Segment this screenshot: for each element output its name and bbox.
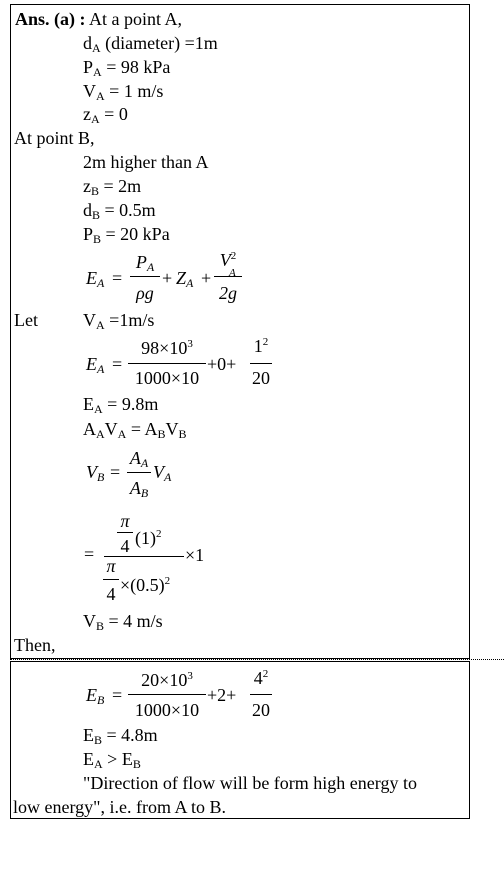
given-pa: $P_A = 98$ kPa [83, 57, 171, 79]
let-label: Let [14, 310, 38, 330]
point-b-heading: At point B, [14, 128, 95, 148]
vb-result: $V_B = 4$ m/s [83, 611, 163, 633]
given-zb: $z_B = 2m$ [83, 176, 142, 198]
then-label: Then, [14, 635, 56, 655]
solution-box-lower [10, 661, 470, 819]
given-va: $V_A = 1$ m/s [83, 81, 164, 103]
ea-result: $E_A = 9.8m$ [83, 394, 159, 416]
given-da: $d_A$ (diameter) =1m [83, 33, 218, 55]
conclusion-line-2: low energy", i.e. from A to B. [13, 797, 226, 817]
given-pb: $P_B = 20$ kPa [83, 224, 170, 246]
given-za: $z_A = 0$ [83, 104, 128, 126]
height-note: 2m higher than A [83, 152, 209, 172]
solution-box-upper [10, 4, 470, 659]
let-va: $V_A =1m/s$ [83, 310, 155, 332]
given-db: $d_B = 0.5m$ [83, 200, 156, 222]
eb-result: $E_B = 4.8m$ [83, 725, 158, 747]
continuity-equation: $A_AV_A = A_BV_B$ [83, 419, 187, 441]
conclusion-line-1: "Direction of flow will be form high energy to [83, 773, 417, 793]
page-break-divider [10, 659, 504, 660]
answer-heading: Ans. (a) : At a point A, [15, 9, 183, 29]
energy-comparison: $E_A > E_B$ [83, 749, 141, 771]
